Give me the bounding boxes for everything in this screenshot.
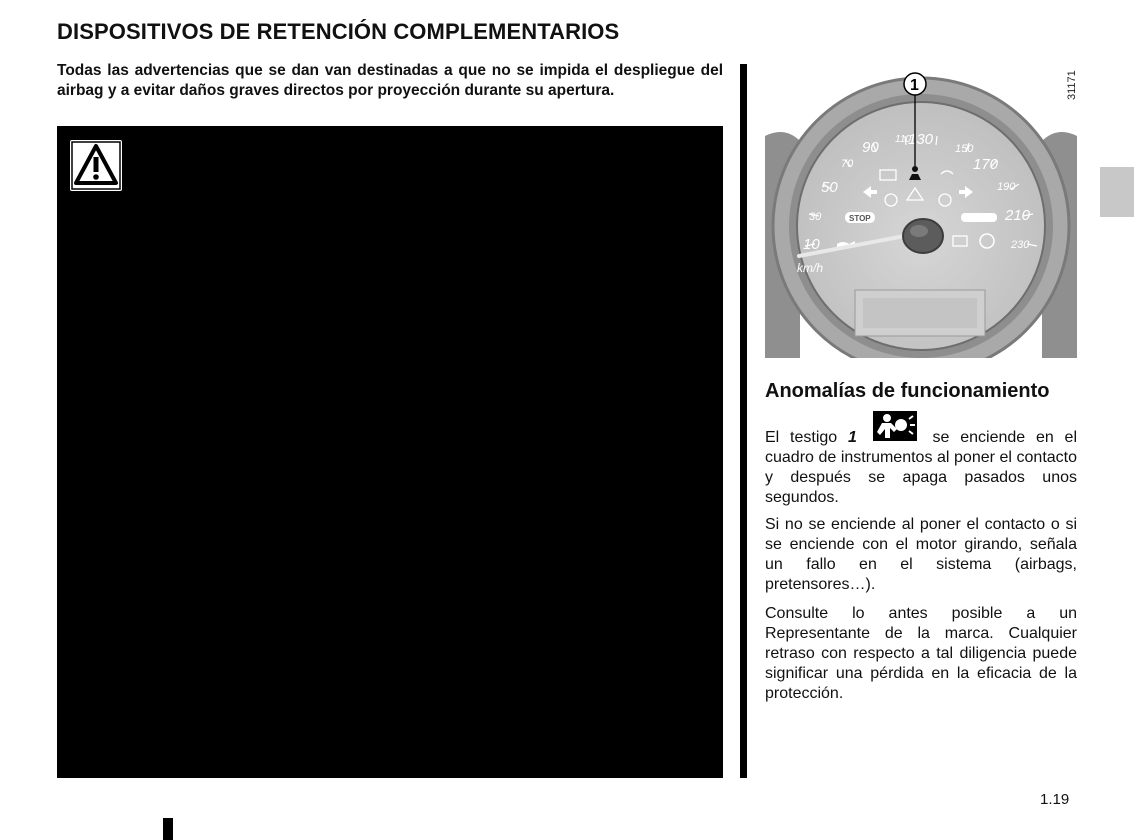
airbag-warning-light-icon — [873, 411, 917, 441]
speed-mark-150: 150 — [955, 143, 974, 155]
figure-reference — [1066, 70, 1080, 104]
page-number: 1.19 — [1040, 791, 1070, 808]
paragraph-warning-light — [765, 415, 1077, 508]
speed-mark-190: 190 — [997, 181, 1016, 193]
paragraph-fault: Si no se enciende al poner el contacto o si se enciende con el motor girando, señala un fallo en el sistema (airbags, pretensores…). — [765, 516, 1077, 593]
footer-bar — [163, 818, 173, 840]
speed-mark-110: 110 — [895, 134, 911, 145]
chapter-tab-marker — [1100, 167, 1134, 217]
section-title: Anomalías de funcionamiento — [765, 380, 1050, 402]
speed-mark-50: 50 — [821, 179, 838, 196]
warning-triangle-icon — [70, 140, 122, 191]
instrument-cluster-figure — [765, 66, 1077, 358]
intro-warning-text: Todas las advertencias que se dan van destinadas a que no se impida el despliegue del airbag y a evitar daños graves directos por proyección durante su apertura. — [57, 62, 723, 99]
p1-before: El testigo — [765, 429, 838, 446]
speed-mark-10: 10 — [803, 236, 820, 253]
paragraph-consult: Consulte lo antes posible a un Representante de la marca. Cualquier retraso con respecto a tal diligencia puede significar una pérdida en la eficacia de la protección. — [765, 605, 1077, 702]
figure-callout-1: 1 — [910, 77, 919, 94]
speed-mark-30: 30 — [809, 211, 822, 223]
figure-reference-number: 31171 — [1066, 70, 1078, 100]
unit-label: km/h — [797, 261, 824, 275]
speed-mark-70: 70 — [841, 158, 854, 170]
stop-label: STOP — [849, 214, 871, 223]
p1-after: se enciende en el cuadro de instrumentos al poner el contacto y después se apaga pasados unos segundos. — [765, 429, 1078, 506]
speed-mark-230: 230 — [1011, 239, 1030, 251]
column-divider — [740, 64, 747, 778]
speed-mark-90: 90 — [862, 139, 879, 156]
speed-mark-170: 170 — [973, 156, 999, 173]
speed-mark-210: 210 — [1005, 207, 1031, 224]
speed-mark-130: 130 — [908, 131, 934, 148]
p1-ref: 1 — [847, 429, 857, 446]
warning-box — [57, 126, 723, 778]
page-title: DISPOSITIVOS DE RETENCIÓN COMPLEMENTARIOS — [57, 19, 620, 44]
